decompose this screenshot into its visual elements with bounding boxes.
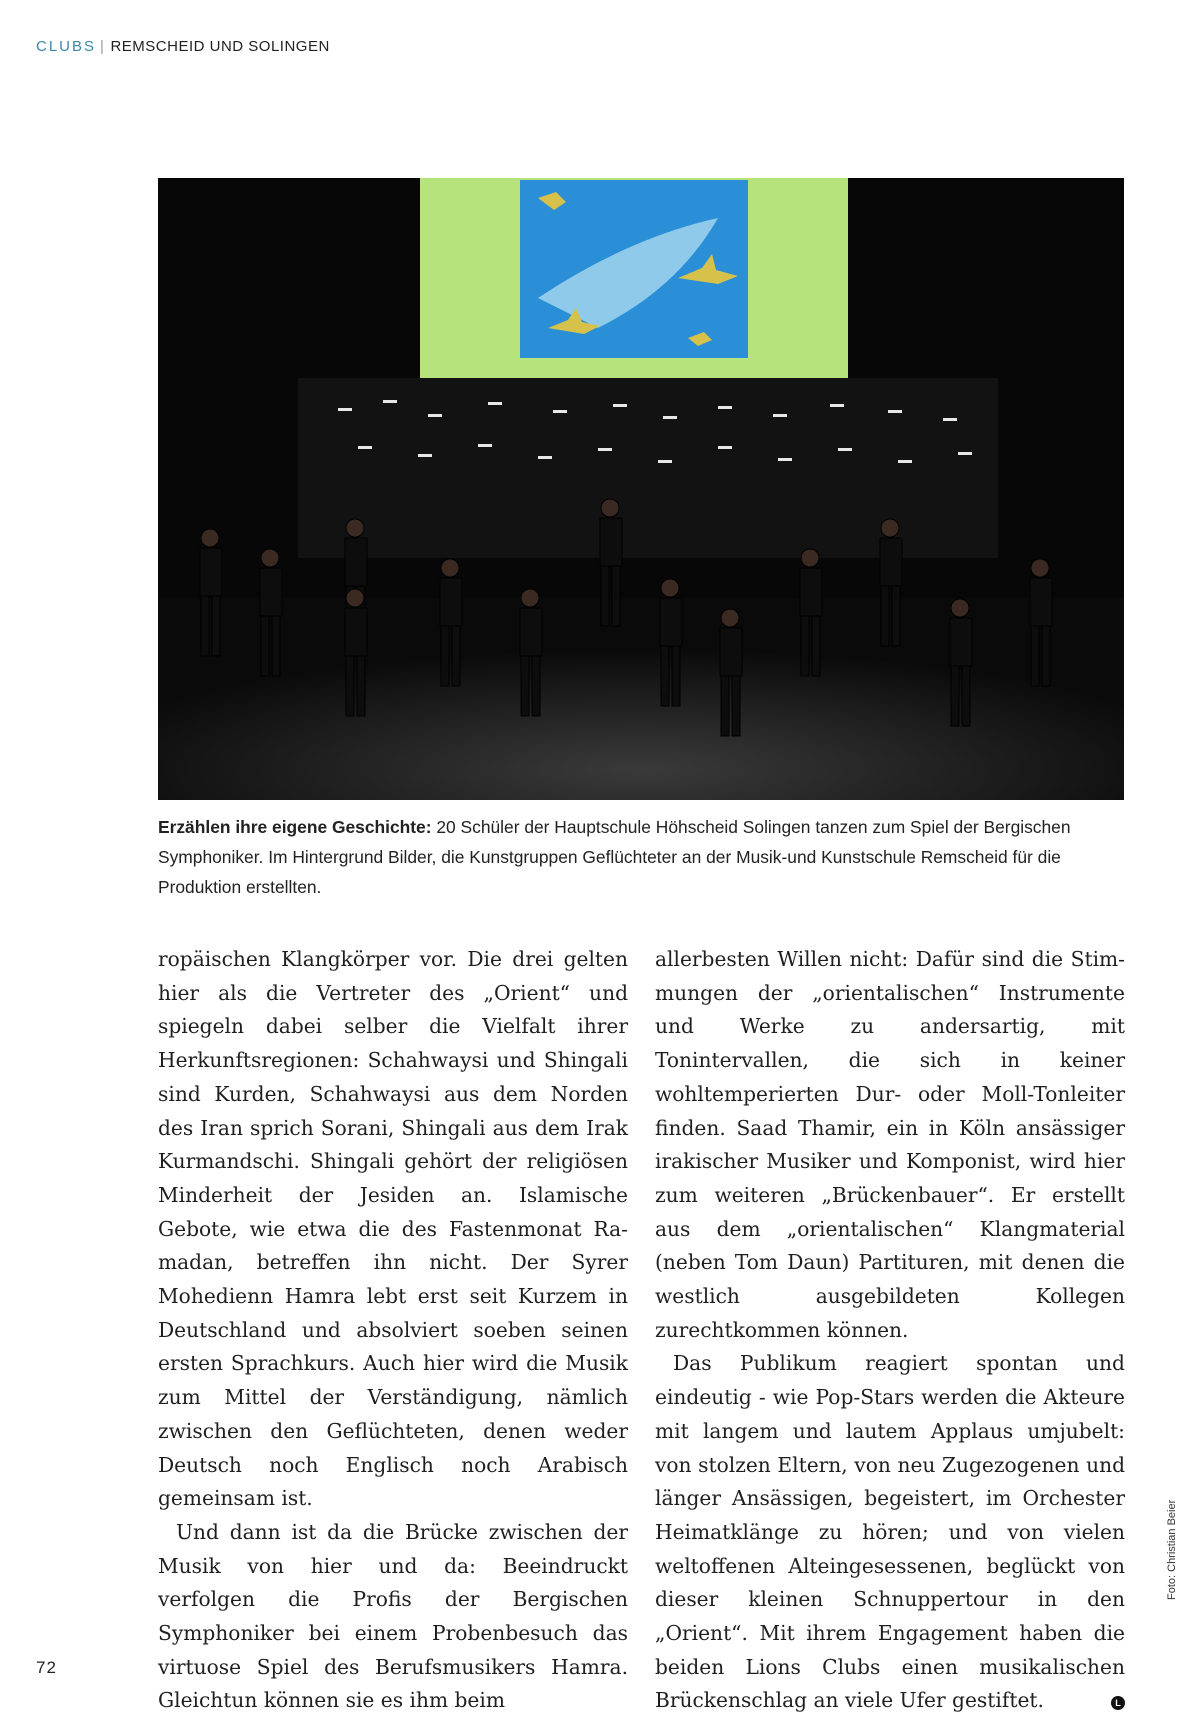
paragraph-right-2: Das Publikum reagiert spontan und eindeutig - wie Pop-Stars werden die Akteure mit langem und lautem Applaus umjubelt: von stolzen Eltern, von neu Zugezogenen und länger Ansässigen, begeistert, im Orchester Heimatklänge zu hören; und von vielen weltoffenen Alteingesessenen, beglückt von dieser kleinen Schnuppertour in den „Orient“. Mit ihrem Engagement haben die beiden Lions Clubs einen musikalischen Brückenschlag an viele Ufer gestiftet. — [655, 1351, 1125, 1713]
caption-text: 20 Schüler der Hauptschule Höhscheid Solingen tanzen zum Spiel der Bergischen Symphoniker. Im Hintergrund Bilder, die Kunstgruppen Geflüchteter an der Musik-und Kunstschule Remscheid für die Produktion erstellten. — [158, 817, 1071, 897]
header-separator: | — [100, 38, 105, 55]
photo-credit: Foto: Christian Beier — [1166, 1499, 1178, 1600]
article-photo — [158, 178, 1124, 800]
lions-end-mark-icon: L — [1111, 1696, 1125, 1710]
section-label: CLUBS — [36, 38, 97, 55]
article-column-left — [158, 943, 628, 1718]
paragraph-left-1: ropäischen Klangkörper vor. Die drei gelten hier als die Vertreter des „Orient“ und spiegeln dabei selber die Vielfalt ihrer Herkunftsregionen: Schahwaysi und Shingali sind Kurden, Schahwaysi aus dem Norden des Iran sprich Sorani, Shingali aus dem Irak Kurmandschi. Shingali gehört der religiösen Minderheit der Jesiden an. Islamische Gebote, wie etwa die des Fastenmonat Ramadan, betreffen ihn nicht. Der Syrer Mohedienn Hamra lebt erst seit Kurzem in Deutschland und absolviert soeben seinen ersten Sprachkurs. Auch hier wird die Musik zum Mittel der Verständigung, nämlich zwischen den Geflüchteten, denen weder Deutsch noch Englisch noch Arabisch gemeinsam ist. — [158, 947, 628, 1511]
topic-label: REMSCHEID UND SOLINGEN — [110, 38, 330, 55]
running-header — [36, 38, 330, 55]
photo-caption — [158, 812, 1124, 902]
caption-lead: Erzählen ihre eigene Geschichte: — [158, 817, 432, 837]
article-column-right — [655, 943, 1125, 1718]
paragraph-right-1: allerbesten Willen nicht: Dafür sind die Stimmungen der „orientalischen“ Instrumente und Werke zu andersartig, mit Tonintervallen, die sich in keiner wohltemperierten Dur- oder Moll-Tonleiter finden. Saad Thamir, ein in Köln ansässiger irakischer Musiker und Komponist, wird hier zum weiteren „Brückenbauer“. Er erstellt aus dem „orientalischen“ Klangmaterial (neben Tom Daun) Partituren, mit denen die westlich ausgebildeten Kollegen zurechtkommen können. — [655, 947, 1125, 1342]
page-number: 72 — [36, 1658, 57, 1677]
stage-photo-illustration — [158, 178, 1124, 800]
paragraph-left-2: Und dann ist da die Brücke zwischen der Musik von hier und da: Beeindruckt verfolgen die Profis der Bergischen Symphoniker bei einem Probenbesuch das virtuose Spiel des Berufsmusikers Hamra. Gleichtun können sie es ihm beim — [158, 1519, 628, 1713]
